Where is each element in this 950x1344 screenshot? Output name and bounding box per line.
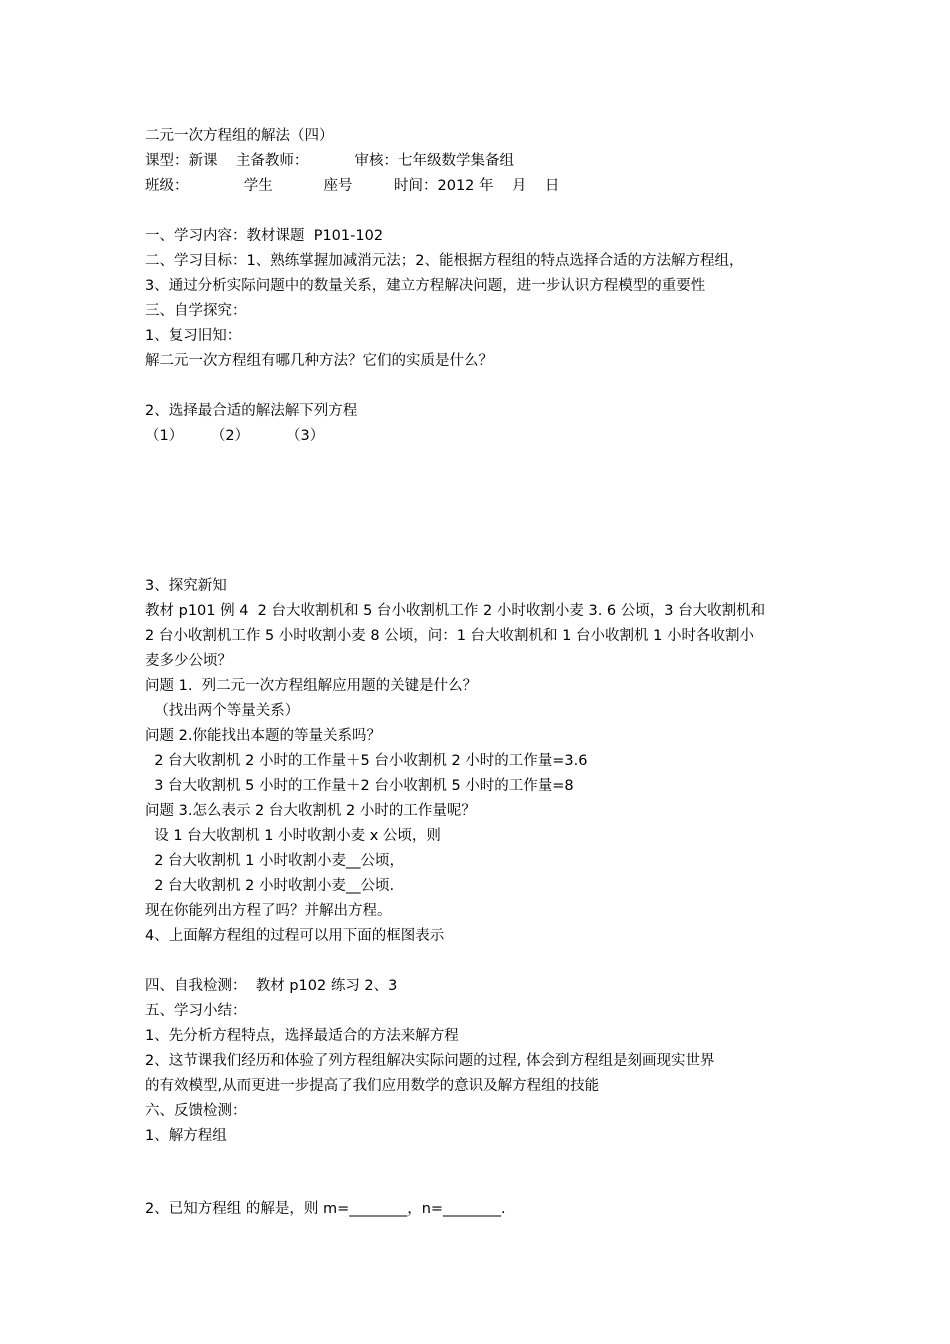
blank-line-2: 2 台大收割机 2 小时收割小麦__公顷. [145,878,395,894]
lesson-info: 课型：新课 主备教师： 审核：七年级数学集备组 [145,153,515,169]
feedback-1: 1、解方程组 [145,1128,227,1144]
question-1: 问题 1. 列二元一次方程组解应用题的关键是什么？ [145,678,478,694]
summary-1: 1、先分析方程特点，选择最适合的方法来解方程 [145,1028,459,1044]
summary-2b: 的有效模型,从而更进一步提高了我们应用数学的意识及解方程组的技能 [145,1078,600,1094]
section-self-test: 四、自我检测： 教材 p102 练习 2、3 [145,978,398,994]
doc-title: 二元一次方程组的解法（四） [145,128,334,144]
example-line-2: 2 台小收割机工作 5 小时收割小麦 8 公顷，问：1 台大收割机和 1 台小收割机 1 小时各收割小 [145,628,754,644]
prompt-solve: 现在你能列出方程了吗？并解出方程。 [145,903,392,919]
exercise-heading: 2、选择最合适的解法解下列方程 [145,403,358,419]
review-question: 解二元一次方程组有哪几种方法？它们的实质是什么？ [145,353,493,369]
summary-2a: 2、这节课我们经历和体验了列方程组解决实际问题的过程, 体会到方程组是刻画现实世界 [145,1053,715,1069]
review-heading: 1、复习旧知： [145,328,242,344]
section-goals: 二、学习目标：1、熟练掌握加减消元法；2、能根据方程组的特点选择合适的方法解方程组， [145,253,744,269]
equation-relation-2: 3 台大收割机 5 小时的工作量＋2 台小收割机 5 小时的工作量=8 [145,778,574,794]
question-1-hint: （找出两个等量关系） [145,703,300,719]
feedback-2: 2、已知方程组 的解是，则 m=________，n=________. [145,1201,506,1217]
blank-line-1: 2 台大收割机 1 小时收割小麦__公顷， [145,853,404,869]
goal-3: 3、通过分析实际问题中的数量关系，建立方程解决问题，进一步认识方程模型的重要性 [145,278,706,294]
section-feedback: 六、反馈检测： [145,1103,247,1119]
example-line-1: 教材 p101 例 4 2 台大收割机和 5 台小收割机工作 2 小时收割小麦 3. 6 公顷，3 台大收割机和 [145,603,766,619]
assumption-line: 设 1 台大收割机 1 小时收割小麦 x 公顷，则 [145,828,441,844]
section-summary: 五、学习小结： [145,1003,247,1019]
explore-heading: 3、探究新知 [145,578,227,594]
question-2: 问题 2.你能找出本题的等量关系吗？ [145,728,381,744]
flowchart-note: 4、上面解方程组的过程可以用下面的框图表示 [145,928,445,944]
example-line-3: 麦多少公顷？ [145,653,232,669]
section-content: 一、学习内容：教材课题 P101-102 [145,228,384,244]
question-3: 问题 3.怎么表示 2 台大收割机 2 小时的工作量呢？ [145,803,476,819]
student-info: 班级： 学生 座号 时间：2012 年 月 日 [145,178,560,194]
equation-relation-1: 2 台大收割机 2 小时的工作量＋5 台小收割机 2 小时的工作量=3.6 [145,753,588,769]
exercise-numbers: （1） （2） （3） [145,428,325,444]
section-self-study: 三、自学探究： [145,303,247,319]
